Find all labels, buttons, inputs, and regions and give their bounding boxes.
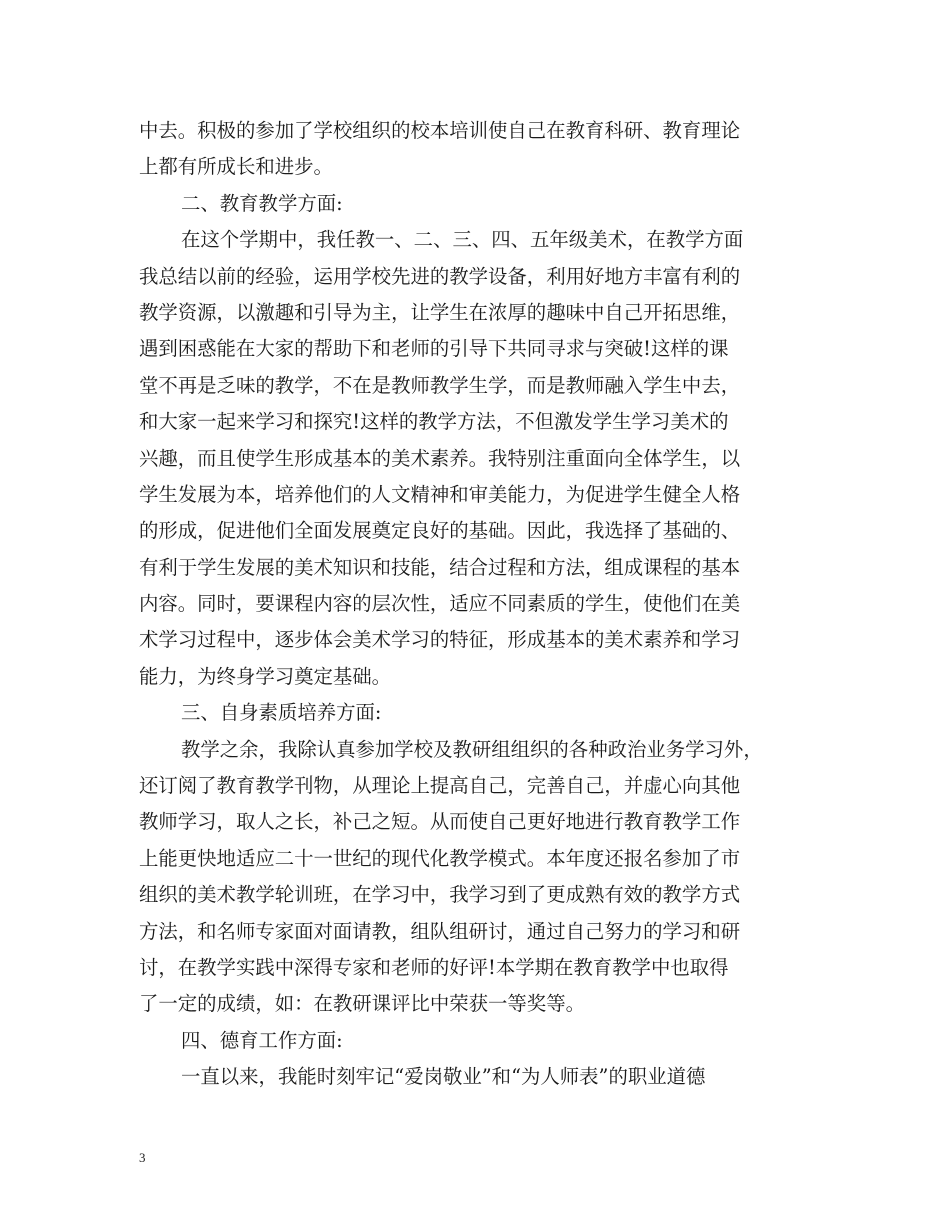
text-line: 的形成，促进他们全面发展奠定良好的基础。因此，我选择了基础的、 (139, 519, 741, 543)
text-line: 和大家一起来学习和探究!这样的教学方法，不但激发学生学习美术的 (139, 410, 729, 434)
text-line: 一直以来，我能时刻牢记“爱岗敬业”和“为人师表”的职业道德 (181, 1065, 706, 1089)
section-heading: 四、德育工作方面: (181, 1028, 343, 1052)
text-line: 教学资源，以激趣和引导为主，让学生在浓厚的趣味中自己开拓思维， (139, 300, 741, 324)
text-line: 了一定的成绩，如：在教研课评比中荣获一等奖等。 (139, 992, 585, 1016)
text-line: 教学之余，我除认真参加学校及教研组组织的各种政治业务学习外， (181, 737, 763, 761)
text-line: 上都有所成长和进步。 (139, 155, 333, 179)
page-number: 3 (139, 1150, 146, 1165)
text-line: 内容。同时，要课程内容的层次性，适应不同素质的学生，使他们在美 (139, 592, 741, 616)
text-line: 在这个学期中，我任教一、二、三、四、五年级美术，在教学方面 (181, 228, 744, 252)
text-line: 教师学习，取人之长，补己之短。从而使自己更好地进行教育教学工作 (139, 810, 741, 834)
text-line: 上能更快地适应二十一世纪的现代化教学模式。本年度还报名参加了市 (139, 846, 741, 870)
text-line: 学生发展为本，培养他们的人文精神和审美能力，为促进学生健全人格 (139, 482, 741, 506)
text-line: 方法，和名师专家面对面请教，组队组研讨，通过自己努力的学习和研 (139, 919, 741, 943)
text-line: 遇到困惑能在大家的帮助下和老师的引导下共同寻求与突破!这样的课 (139, 337, 729, 361)
text-line: 组织的美术教学轮训班，在学习中，我学习到了更成熟有效的教学方式 (139, 883, 741, 907)
text-line: 还订阅了教育教学刊物，从理论上提高自己，完善自己，并虚心向其他 (139, 774, 741, 798)
section-heading: 三、自身素质培养方面: (181, 701, 382, 725)
text-line: 有利于学生发展的美术知识和技能，结合过程和方法，组成课程的基本 (139, 555, 741, 579)
text-line: 中去。积极的参加了学校组织的校本培训使自己在教育科研、教育理论 (139, 119, 741, 142)
body-text (139, 113, 819, 1096)
section-heading: 二、教育教学方面: (181, 191, 343, 215)
text-line: 我总结以前的经验，运用学校先进的教学设备，利用好地方丰富有利的 (139, 264, 741, 288)
text-line: 堂不再是乏味的教学，不在是教师教学生学，而是教师融入学生中去， (139, 373, 741, 397)
text-line: 术学习过程中，逐步体会美术学习的特征，形成基本的美术素养和学习 (139, 628, 741, 652)
text-line: 讨，在教学实践中深得专家和老师的好评!本学期在教育教学中也取得 (139, 955, 729, 979)
text-line: 兴趣，而且使学生形成基本的美术素养。我特别注重面向全体学生，以 (139, 446, 741, 470)
text-line: 能力，为终身学习奠定基础。 (139, 664, 392, 688)
